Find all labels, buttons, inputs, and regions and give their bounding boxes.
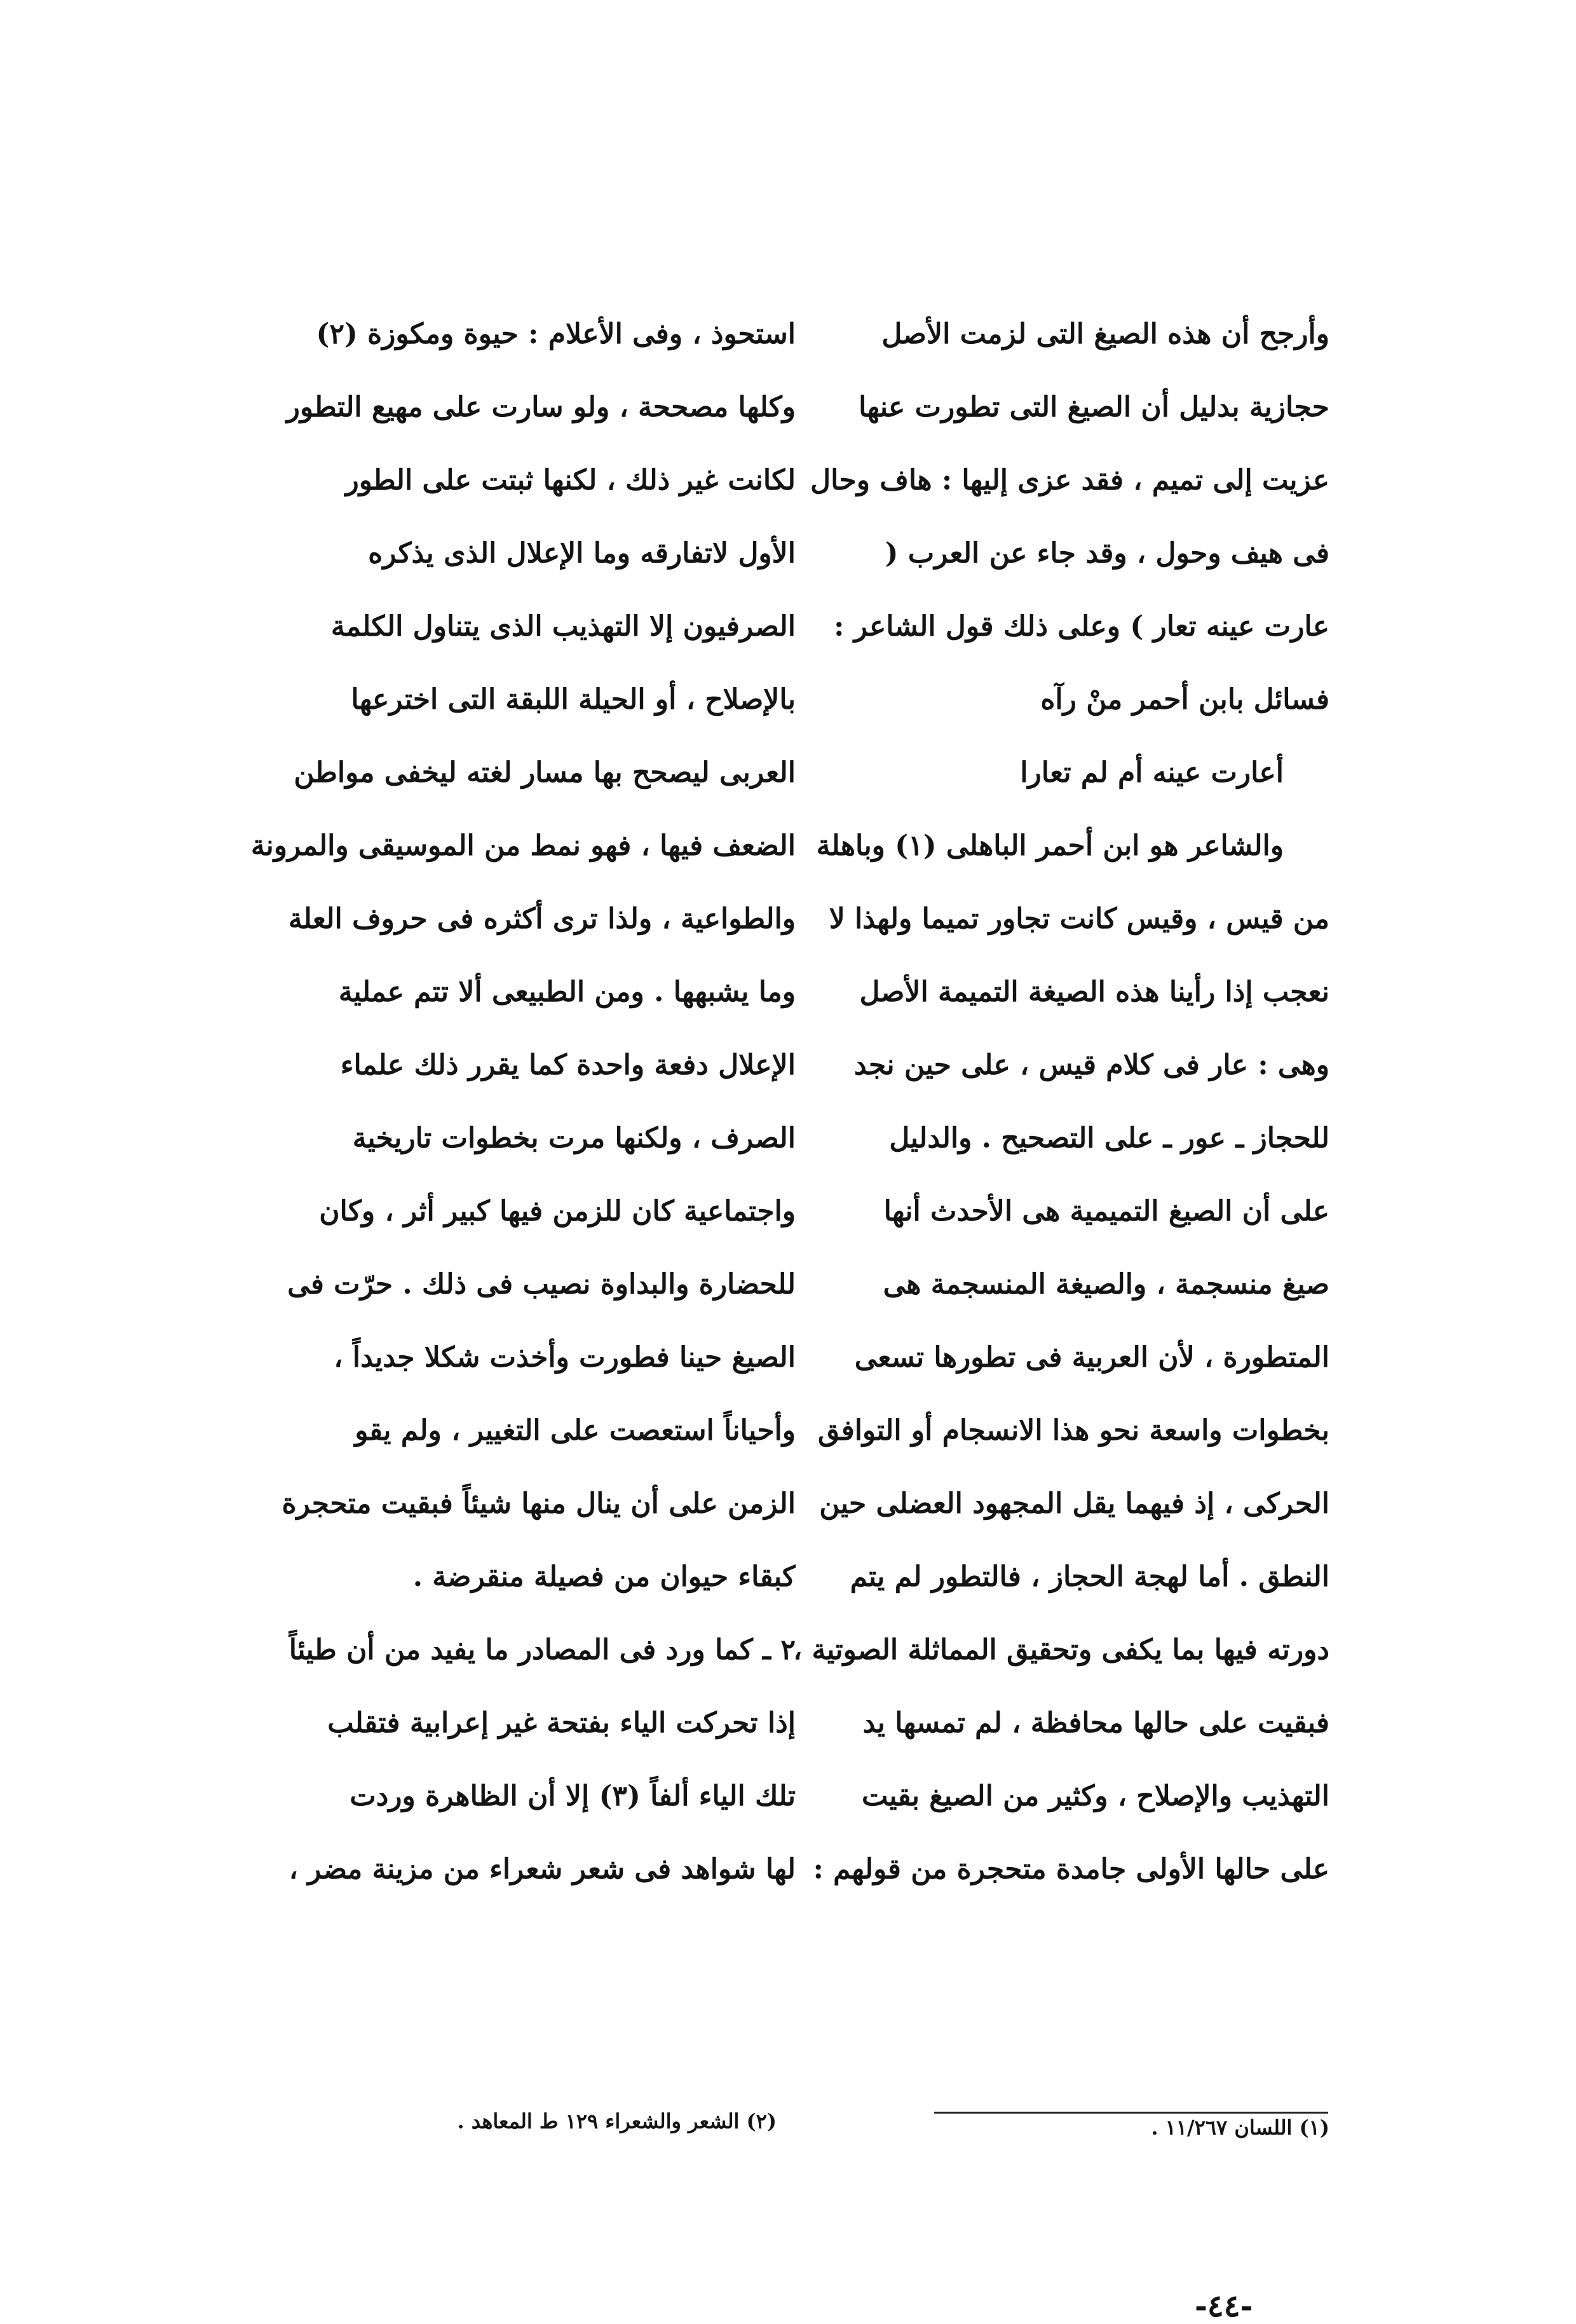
text-line: الضعف فيها ، فهو نمط من الموسيقى والمرونة [250, 830, 796, 862]
text-line: بخطوات واسعة نحو هذا الانسجام أو التوافق [817, 1414, 1329, 1447]
text-line: كبقاء حيوان من فصيلة منقرضة . [412, 1561, 796, 1593]
text-line: ٢ ـ كما ورد فى المصادر ما يفيد من أن طيئاً [289, 1634, 796, 1666]
text-line: من قيس ، وقيس كانت تجاور تميما ولهذا لا [829, 903, 1329, 935]
text-line: واجتماعية كان للزمن فيها كبير أثر ، وكان [319, 1195, 796, 1227]
text-line: الحركى ، إذ فيهما يقل المجهود العضلى حين [819, 1487, 1329, 1520]
text-line: فسائل بابن أحمر منْ رآه [1040, 683, 1329, 716]
text-line: المتطورة ، لأن العربية فى تطورها تسعى [854, 1341, 1329, 1374]
text-line: والطواعية ، ولذا ترى أكثره فى حروف العلة [288, 903, 796, 935]
text-line: الزمن على أن ينال منها شيئاً فبقيت متحجرة [282, 1487, 796, 1520]
text-line: وأرجح أن هذه الصيغ التى لزمت الأصل [881, 318, 1329, 350]
text-line: نعجب إذا رأينا هذه الصيغة التميمة الأصل [859, 976, 1329, 1008]
text-line: التهذيب والإصلاح ، وكثير من الصيغ بقيت [862, 1780, 1329, 1812]
text-line: وهى : عار فى كلام قيس ، على حين نجد [853, 1049, 1329, 1081]
left-text-column [249, 297, 796, 1906]
text-line: فبقيت على حالها محافظة ، لم تمسها يد [862, 1707, 1329, 1739]
text-line: بالإصلاح ، أو الحيلة اللبقة التى اخترعها [351, 683, 796, 716]
text-line: وكلها مصححة ، ولو سارت على مهيع التطور [286, 391, 796, 423]
text-line: لكانت غير ذلك ، لكنها ثبتت على الطور [345, 464, 796, 496]
text-line: للحجاز ـ عور ـ على التصحيح . والدليل [889, 1122, 1329, 1154]
text-line: على أن الصيغ التميمية هى الأحدث أنها [883, 1195, 1329, 1227]
text-line: حجازية بدليل أن الصيغ التى تطورت عنها [859, 391, 1329, 423]
text-line: وأحياناً استعصت على التغيير ، ولم يقو [355, 1414, 796, 1447]
text-line: عارت عينه تعار ) وعلى ذلك قول الشاعر : [834, 610, 1329, 643]
right-text-column [783, 297, 1329, 1906]
text-line: عزيت إلى تميم ، فقد عزى إليها : هاف وحال [810, 464, 1329, 496]
text-line: الصرف ، ولكنها مرت بخطوات تاريخية [352, 1122, 796, 1154]
text-line: على حالها الأولى جامدة متحجرة من قولهم : [813, 1853, 1329, 1885]
text-line: صيغ منسجمة ، والصيغة المنسجمة هى [883, 1268, 1329, 1301]
text-line: العربى ليصحح بها مسار لغته ليخفى مواطن [294, 756, 796, 789]
footnote-1: (١) اللسان ١١/٢٦٧ . [1151, 2116, 1329, 2140]
text-line: أعارت عينه أم لم تعارا [1020, 756, 1284, 789]
page-number: -٤٤- [1195, 2288, 1253, 2324]
text-line: فى هيف وحول ، وقد جاء عن العرب ( [885, 537, 1329, 570]
text-line: تلك الياء ألفاً (٣) إلا أن الظاهرة وردت [350, 1780, 796, 1812]
text-line: والشاعر هو ابن أحمر الباهلى (١) وباهلة [816, 830, 1284, 862]
text-line: النطق . أما لهجة الحجاز ، فالتطور لم يتم [850, 1561, 1329, 1593]
text-line: الأول لاتفارقه وما الإعلال الذى يذكره [368, 537, 796, 570]
text-line: لها شواهد فى شعر شعراء من مزينة مضر ، [289, 1853, 796, 1885]
text-line: إذا تحركت الياء بفتحة غير إعرابية فتقلب [327, 1707, 796, 1739]
footnote-2: (٢) الشعر والشعراء ١٢٩ ط المعاهد . [457, 2109, 777, 2133]
footnote-separator [934, 2112, 1328, 2114]
text-line: الصيغ حينا فطورت وأخذت شكلا جديداً ، [334, 1341, 796, 1374]
text-line: استحوذ ، وفى الأعلام : حيوة ومكوزة (٢) [316, 318, 796, 350]
text-line: الصرفيون إلا التهذيب الذى يتناول الكلمة [330, 610, 796, 643]
text-line: الإعلال دفعة واحدة كما يقرر ذلك علماء [340, 1049, 796, 1081]
text-line: للحضارة والبداوة نصيب فى ذلك . حرّت فى [287, 1268, 796, 1301]
text-line: دورته فيها بما يكفى وتحقيق المماثلة الصوتية ، [793, 1634, 1329, 1666]
text-line: وما يشبهها . ومن الطبيعى ألا تتم عملية [338, 976, 796, 1008]
